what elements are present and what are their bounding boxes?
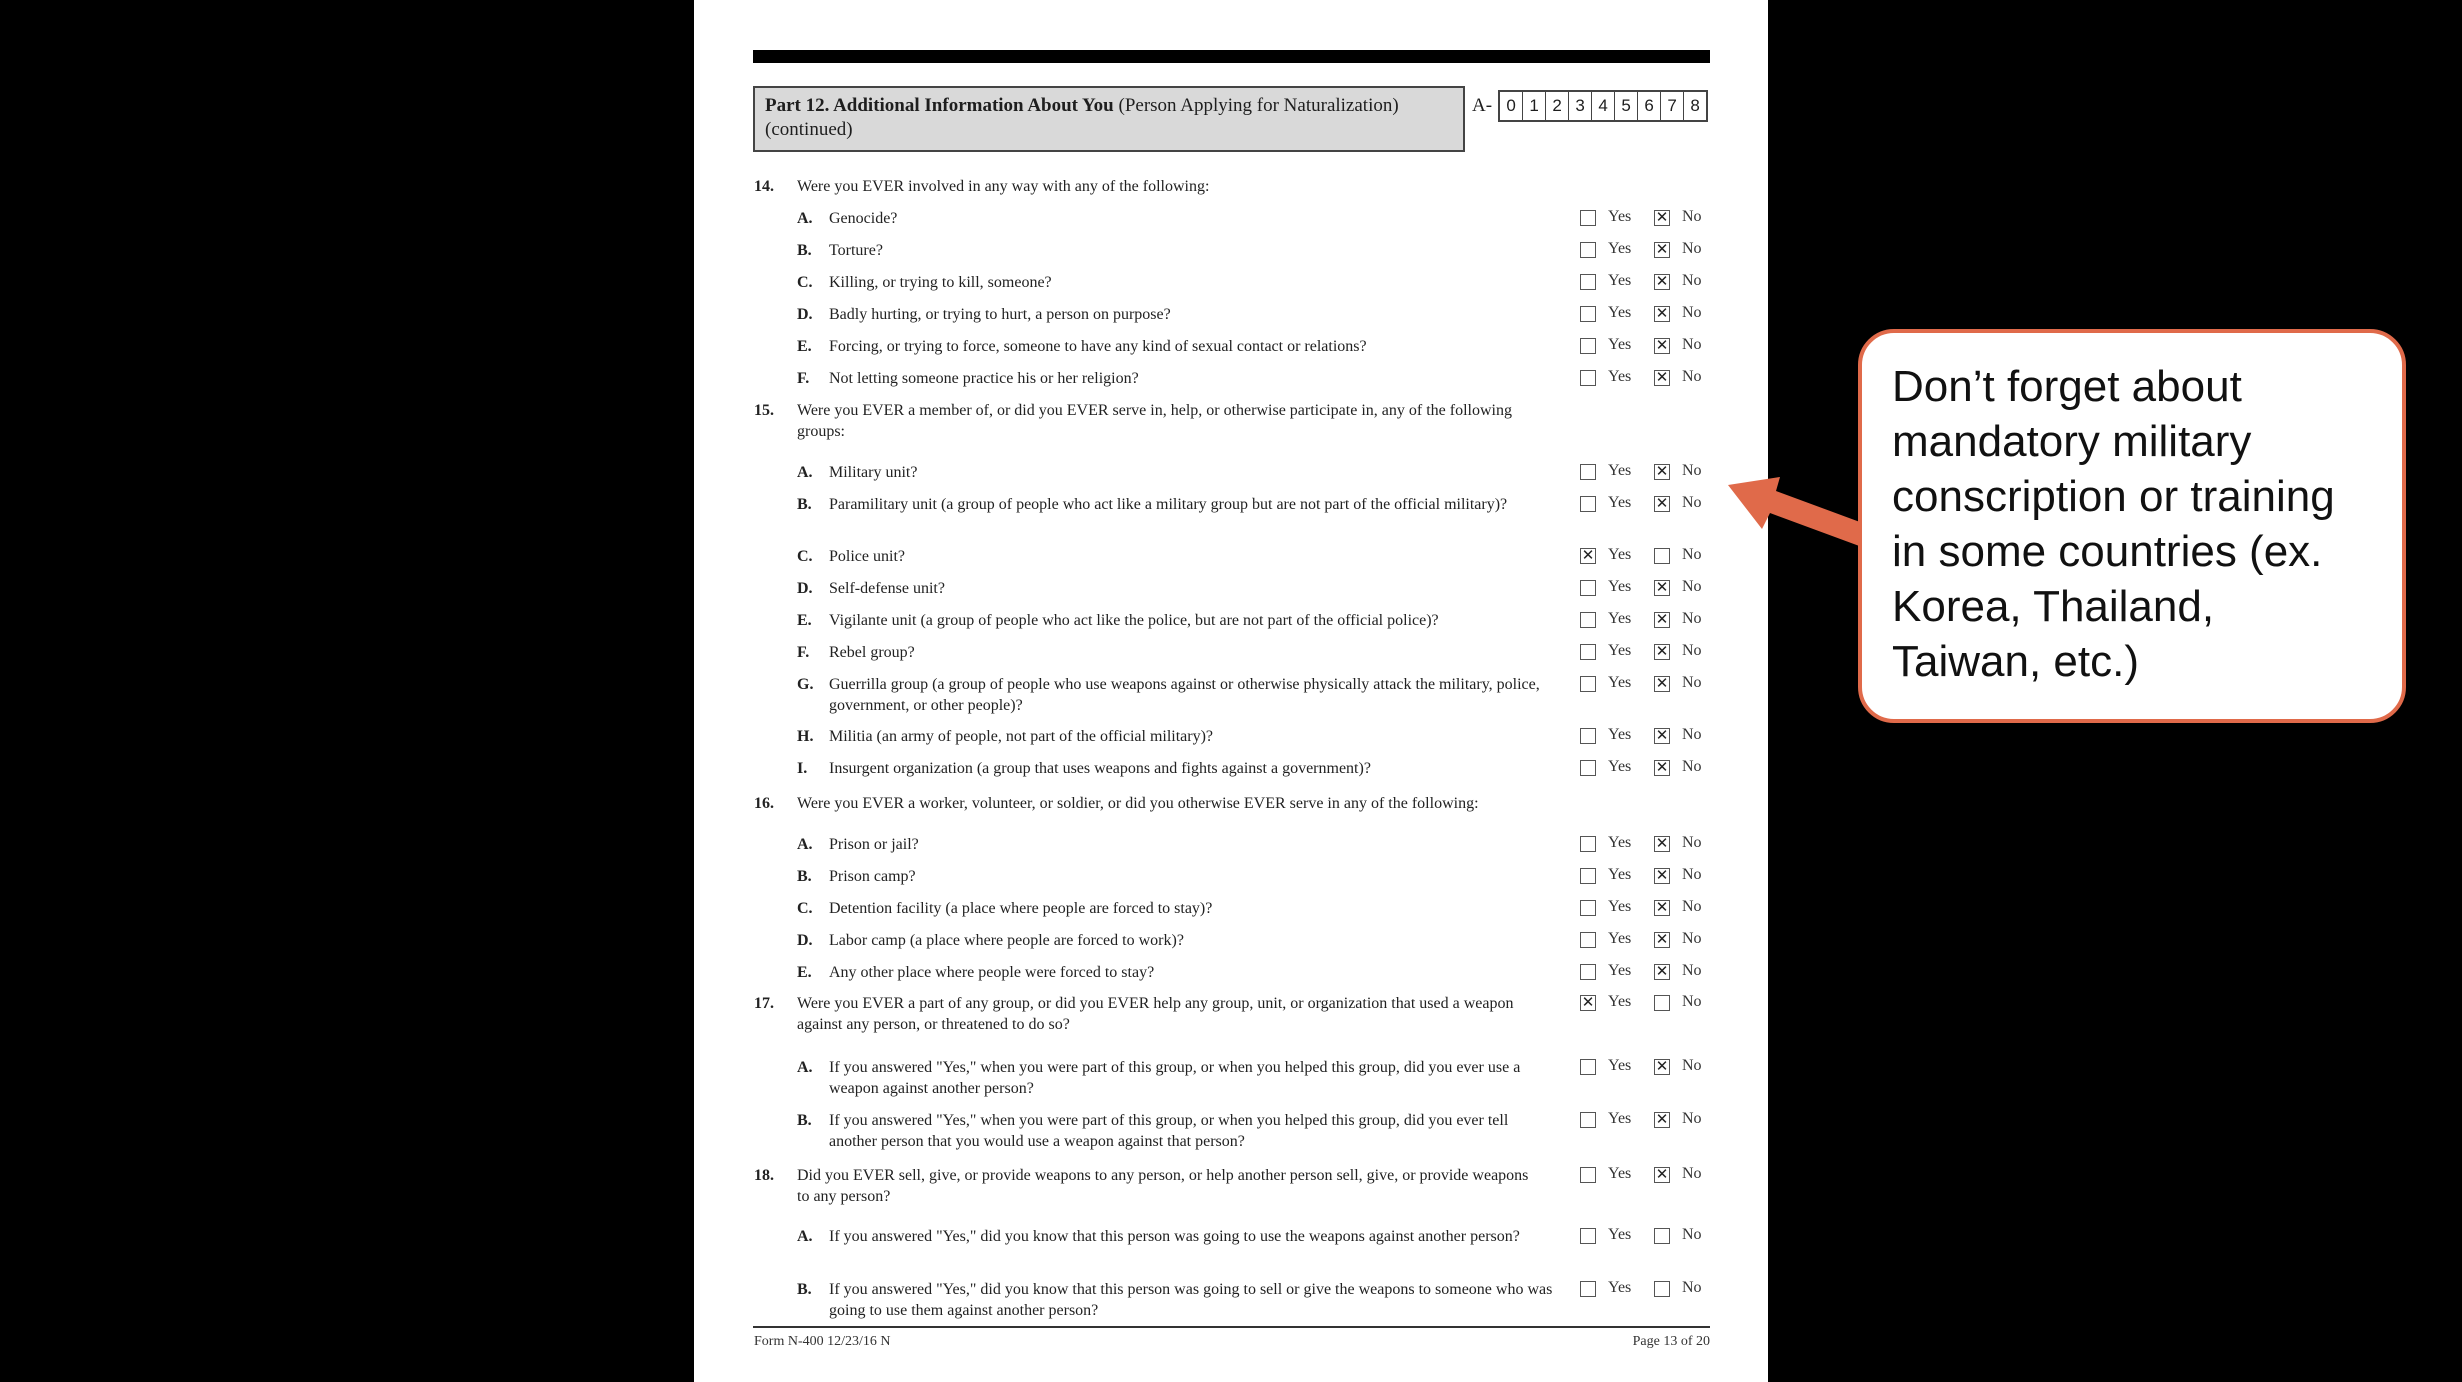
question-text: Were you EVER a part of any group, or did you EVER help any group, unit, or organization that used a weapon against any person, or threatened to do so?: [797, 995, 1514, 1033]
no-checkbox[interactable]: ✕: [1655, 834, 1669, 852]
yes-no-choice: [1580, 834, 1710, 856]
no-label: No: [1682, 726, 1702, 743]
no-checkbox[interactable]: ✕: [1655, 674, 1669, 692]
yes-checkbox[interactable]: [1580, 210, 1596, 226]
sub-question-letter: I.: [797, 760, 808, 777]
sub-question-letter: B.: [797, 1112, 812, 1129]
yes-label: Yes: [1608, 368, 1632, 385]
no-label: No: [1682, 272, 1702, 289]
no-label: No: [1682, 578, 1702, 595]
yes-label: Yes: [1608, 962, 1632, 979]
yes-label: Yes: [1608, 758, 1632, 775]
sub-question-letter: B.: [797, 242, 812, 259]
question-number: 18.: [754, 1167, 774, 1184]
yes-checkbox[interactable]: [1580, 1112, 1596, 1128]
yes-no-choice: [1580, 898, 1710, 920]
yes-label: Yes: [1608, 642, 1632, 659]
a-digit: 2: [1546, 92, 1569, 120]
sub-question-letter: A.: [797, 836, 813, 853]
yes-checkbox[interactable]: [1580, 464, 1596, 480]
no-checkbox[interactable]: ✕: [1655, 758, 1669, 776]
yes-label: Yes: [1608, 1279, 1632, 1296]
sub-question-text: Military unit?: [829, 464, 918, 481]
sub-question-text: Forcing, or trying to force, someone to have any kind of sexual contact or relations?: [829, 338, 1367, 355]
sub-question-letter: E.: [797, 338, 812, 355]
no-label: No: [1682, 304, 1702, 321]
yes-checkbox[interactable]: [1580, 612, 1596, 628]
sub-question-text: Any other place where people were forced to stay?: [829, 964, 1155, 981]
yes-no-choice: [1580, 1057, 1710, 1079]
yes-no-choice: [1580, 674, 1710, 696]
no-checkbox[interactable]: ✕: [1655, 272, 1669, 290]
yes-no-choice: [1580, 304, 1710, 326]
no-label: No: [1682, 898, 1702, 915]
sub-question-text: Genocide?: [829, 210, 898, 227]
no-checkbox[interactable]: ✕: [1655, 726, 1669, 744]
question-number: 17.: [754, 995, 774, 1012]
no-checkbox[interactable]: ✕: [1655, 930, 1669, 948]
sub-question-letter: A.: [797, 1228, 813, 1245]
question-number: 15.: [754, 402, 774, 419]
sub-question-text: Self-defense unit?: [829, 580, 945, 597]
yes-no-choice: [1580, 610, 1710, 632]
yes-no-choice: [1580, 494, 1710, 516]
no-label: No: [1682, 962, 1702, 979]
yes-no-choice: [1580, 208, 1710, 230]
sub-question-text: If you answered "Yes," did you know that this person was going to use the weapons against another person?: [829, 1228, 1520, 1245]
sub-question-text: Police unit?: [829, 548, 905, 565]
yes-checkbox[interactable]: [1580, 760, 1596, 776]
yes-checkbox[interactable]: [1580, 868, 1596, 884]
sub-question-letter: B.: [797, 868, 812, 885]
no-checkbox[interactable]: ✕: [1655, 610, 1669, 628]
yes-label: Yes: [1608, 930, 1632, 947]
yes-label: Yes: [1608, 834, 1632, 851]
yes-checkbox[interactable]: [1580, 836, 1596, 852]
no-checkbox[interactable]: ✕: [1655, 336, 1669, 354]
question-number: 14.: [754, 178, 774, 195]
yes-no-choice: [1580, 272, 1710, 294]
sub-question-text: Rebel group?: [829, 644, 915, 661]
callout-text: Don’t forget about mandatory military conscription or training in some countries (ex. Korea, Thailand, Taiwan, etc.): [1892, 362, 2335, 686]
yes-label: Yes: [1608, 866, 1632, 883]
yes-checkbox[interactable]: [1580, 1059, 1596, 1075]
sub-question-text: Not letting someone practice his or her religion?: [829, 370, 1139, 387]
yes-label: Yes: [1608, 674, 1632, 691]
yes-label: Yes: [1608, 304, 1632, 321]
yes-label: Yes: [1608, 546, 1632, 563]
a-number-prefix: A-: [1472, 95, 1493, 116]
a-digit: 5: [1615, 92, 1638, 120]
no-checkbox[interactable]: ✕: [1655, 304, 1669, 322]
sub-question-text: Vigilante unit (a group of people who act like the police, but are not part of the official police)?: [829, 612, 1439, 629]
yes-label: Yes: [1608, 1165, 1632, 1182]
no-label: No: [1682, 462, 1702, 479]
yes-checkbox[interactable]: [1580, 306, 1596, 322]
top-rule: [753, 50, 1710, 63]
no-checkbox[interactable]: ✕: [1655, 368, 1669, 386]
sub-question-text: Militia (an army of people, not part of the official military)?: [829, 728, 1214, 745]
yes-no-choice: [1580, 1279, 1710, 1301]
sub-question-letter: C.: [797, 900, 813, 917]
no-checkbox[interactable]: ✕: [1655, 1057, 1669, 1075]
yes-checkbox[interactable]: [1580, 242, 1596, 258]
no-checkbox[interactable]: [1654, 1281, 1670, 1297]
no-label: No: [1682, 368, 1702, 385]
yes-checkbox[interactable]: [1580, 900, 1596, 916]
yes-no-choice: [1580, 642, 1710, 664]
yes-checkbox[interactable]: [1580, 728, 1596, 744]
no-label: No: [1682, 546, 1702, 563]
yes-no-choice: [1580, 866, 1710, 888]
sub-question-letter: H.: [797, 728, 814, 745]
yes-label: Yes: [1608, 610, 1632, 627]
yes-checkbox[interactable]: [1580, 496, 1596, 512]
yes-label: Yes: [1608, 726, 1632, 743]
no-label: No: [1682, 1279, 1702, 1296]
sub-question-letter: A.: [797, 1059, 813, 1076]
yes-label: Yes: [1608, 272, 1632, 289]
question-text: Did you EVER sell, give, or provide weapons to any person, or help another person sell, give, or provide weapons to any person?: [797, 1167, 1529, 1205]
sub-question-letter: G.: [797, 676, 814, 693]
no-label: No: [1682, 1165, 1702, 1182]
yes-checkbox[interactable]: [1580, 932, 1596, 948]
sub-question-letter: B.: [797, 496, 812, 513]
footer-rule: [753, 1326, 1710, 1328]
no-checkbox[interactable]: ✕: [1655, 1165, 1669, 1183]
yes-label: Yes: [1608, 208, 1632, 225]
sub-question-text: Guerrilla group (a group of people who use weapons against or otherwise physically attack the military, police, government, or other people)?: [829, 676, 1540, 714]
yes-label: Yes: [1608, 578, 1632, 595]
no-checkbox[interactable]: ✕: [1655, 494, 1669, 512]
sub-question-letter: E.: [797, 964, 812, 981]
yes-no-choice: [1580, 336, 1710, 358]
yes-checkbox[interactable]: [1580, 338, 1596, 354]
no-label: No: [1682, 866, 1702, 883]
sub-question-letter: E.: [797, 612, 812, 629]
yes-checkbox[interactable]: [1580, 644, 1596, 660]
yes-no-choice: [1580, 962, 1710, 984]
sub-question-text: Badly hurting, or trying to hurt, a person on purpose?: [829, 306, 1171, 323]
no-checkbox[interactable]: [1654, 548, 1670, 564]
a-digit: 0: [1500, 92, 1523, 120]
no-label: No: [1682, 1226, 1702, 1243]
no-label: No: [1682, 674, 1702, 691]
yes-no-choice: [1580, 1165, 1710, 1187]
no-checkbox[interactable]: ✕: [1655, 866, 1669, 884]
yes-label: Yes: [1608, 1226, 1632, 1243]
no-label: No: [1682, 494, 1702, 511]
sub-question-letter: C.: [797, 274, 813, 291]
part-subtitle: (Person Applying for Naturalization) (continued): [765, 95, 1399, 140]
yes-checkbox[interactable]: [1580, 370, 1596, 386]
a-digit: 8: [1690, 96, 1700, 115]
no-label: No: [1682, 240, 1702, 257]
sub-question-letter: D.: [797, 932, 813, 949]
no-checkbox[interactable]: [1654, 995, 1670, 1011]
yes-no-choice: [1580, 993, 1710, 1015]
no-label: No: [1682, 642, 1702, 659]
no-checkbox[interactable]: ✕: [1655, 1110, 1669, 1128]
a-digit: 7: [1661, 92, 1684, 120]
yes-label: Yes: [1608, 462, 1632, 479]
yes-label: Yes: [1608, 1110, 1632, 1127]
yes-label: Yes: [1608, 494, 1632, 511]
question-number: 16.: [754, 795, 774, 812]
sub-question-letter: C.: [797, 548, 813, 565]
a-digit: 6: [1638, 92, 1661, 120]
form-id: Form N-400 12/23/16 N: [754, 1334, 891, 1349]
sub-question-text: Paramilitary unit (a group of people who act like a military group but are not part of the official military)?: [829, 496, 1508, 513]
question-text: Were you EVER a member of, or did you EVER serve in, help, or otherwise participate in, any of the following groups:: [797, 402, 1512, 440]
a-digit: 1: [1523, 92, 1546, 120]
yes-checkbox[interactable]: [1580, 1228, 1596, 1244]
page-number: Page 13 of 20: [1632, 1334, 1710, 1349]
sub-question-letter: D.: [797, 580, 813, 597]
yes-no-choice: [1580, 462, 1710, 484]
no-label: No: [1682, 834, 1702, 851]
arrow-icon: [1720, 455, 1870, 555]
sub-question-letter: F.: [797, 370, 810, 387]
no-label: No: [1682, 1057, 1702, 1074]
form-page: [694, 0, 1768, 1382]
sub-question-letter: D.: [797, 306, 813, 323]
no-label: No: [1682, 993, 1702, 1010]
yes-label: Yes: [1608, 898, 1632, 915]
yes-no-choice: [1580, 930, 1710, 952]
no-checkbox[interactable]: ✕: [1655, 962, 1669, 980]
yes-checkbox[interactable]: [1580, 964, 1596, 980]
question-text: Were you EVER involved in any way with any of the following:: [797, 178, 1210, 195]
yes-no-choice: [1580, 368, 1710, 390]
yes-no-choice: [1580, 1226, 1710, 1248]
no-checkbox[interactable]: ✕: [1655, 462, 1669, 480]
question-text: Were you EVER a worker, volunteer, or soldier, or did you otherwise EVER serve in any of the following:: [797, 795, 1479, 812]
yes-checkbox[interactable]: ✕: [1581, 546, 1595, 564]
no-label: No: [1682, 930, 1702, 947]
yes-label: Yes: [1608, 1057, 1632, 1074]
no-checkbox[interactable]: ✕: [1655, 578, 1669, 596]
no-checkbox[interactable]: [1654, 1228, 1670, 1244]
yes-no-choice: [1580, 1110, 1710, 1132]
yes-no-choice: [1580, 758, 1710, 780]
yes-label: Yes: [1608, 240, 1632, 257]
yes-checkbox[interactable]: [1580, 274, 1596, 290]
yes-checkbox[interactable]: [1580, 1281, 1596, 1297]
sub-question-text: Labor camp (a place where people are forced to work)?: [829, 932, 1184, 949]
yes-label: Yes: [1608, 336, 1632, 353]
a-number: [1472, 90, 1708, 122]
yes-checkbox[interactable]: ✕: [1581, 993, 1595, 1011]
a-digit: 4: [1592, 92, 1615, 120]
yes-no-choice: [1580, 546, 1710, 568]
yes-no-choice: [1580, 578, 1710, 600]
sub-question-letter: F.: [797, 644, 810, 661]
no-label: No: [1682, 336, 1702, 353]
yes-no-choice: [1580, 726, 1710, 748]
part-header: [753, 86, 1465, 152]
yes-no-choice: [1580, 240, 1710, 262]
no-checkbox[interactable]: ✕: [1655, 208, 1669, 226]
sub-question-letter: B.: [797, 1281, 812, 1298]
sub-question-text: Torture?: [829, 242, 883, 259]
part-title: Part 12. Additional Information About You: [765, 95, 1114, 116]
no-label: No: [1682, 208, 1702, 225]
sub-question-text: Killing, or trying to kill, someone?: [829, 274, 1052, 291]
a-digit: 3: [1569, 92, 1592, 120]
yes-checkbox[interactable]: [1580, 1167, 1596, 1183]
callout-box: [1858, 329, 2406, 723]
no-label: No: [1682, 1110, 1702, 1127]
no-checkbox[interactable]: ✕: [1655, 898, 1669, 916]
sub-question-text: Prison or jail?: [829, 836, 919, 853]
sub-question-text: Prison camp?: [829, 868, 916, 885]
no-checkbox[interactable]: ✕: [1655, 642, 1669, 660]
sub-question-text: If you answered "Yes," when you were part of this group, or when you helped this group, did you ever tell another person that you would use a weapon against that person?: [829, 1112, 1509, 1150]
yes-checkbox[interactable]: [1580, 676, 1596, 692]
no-label: No: [1682, 610, 1702, 627]
sub-question-text: If you answered "Yes," when you were part of this group, or when you helped this group, did you ever use a weapon against another person?: [829, 1059, 1521, 1097]
sub-question-text: Insurgent organization (a group that uses weapons and fights against a government)?: [829, 760, 1371, 777]
no-checkbox[interactable]: ✕: [1655, 240, 1669, 258]
sub-question-letter: A.: [797, 210, 813, 227]
yes-label: Yes: [1608, 993, 1632, 1010]
yes-checkbox[interactable]: [1580, 580, 1596, 596]
a-number-boxes[interactable]: [1498, 90, 1708, 122]
sub-question-text: Detention facility (a place where people are forced to stay)?: [829, 900, 1213, 917]
no-label: No: [1682, 758, 1702, 775]
sub-question-text: If you answered "Yes," did you know that this person was going to sell or give the weapons to someone who was going to use them against another person?: [829, 1281, 1553, 1319]
sub-question-letter: A.: [797, 464, 813, 481]
